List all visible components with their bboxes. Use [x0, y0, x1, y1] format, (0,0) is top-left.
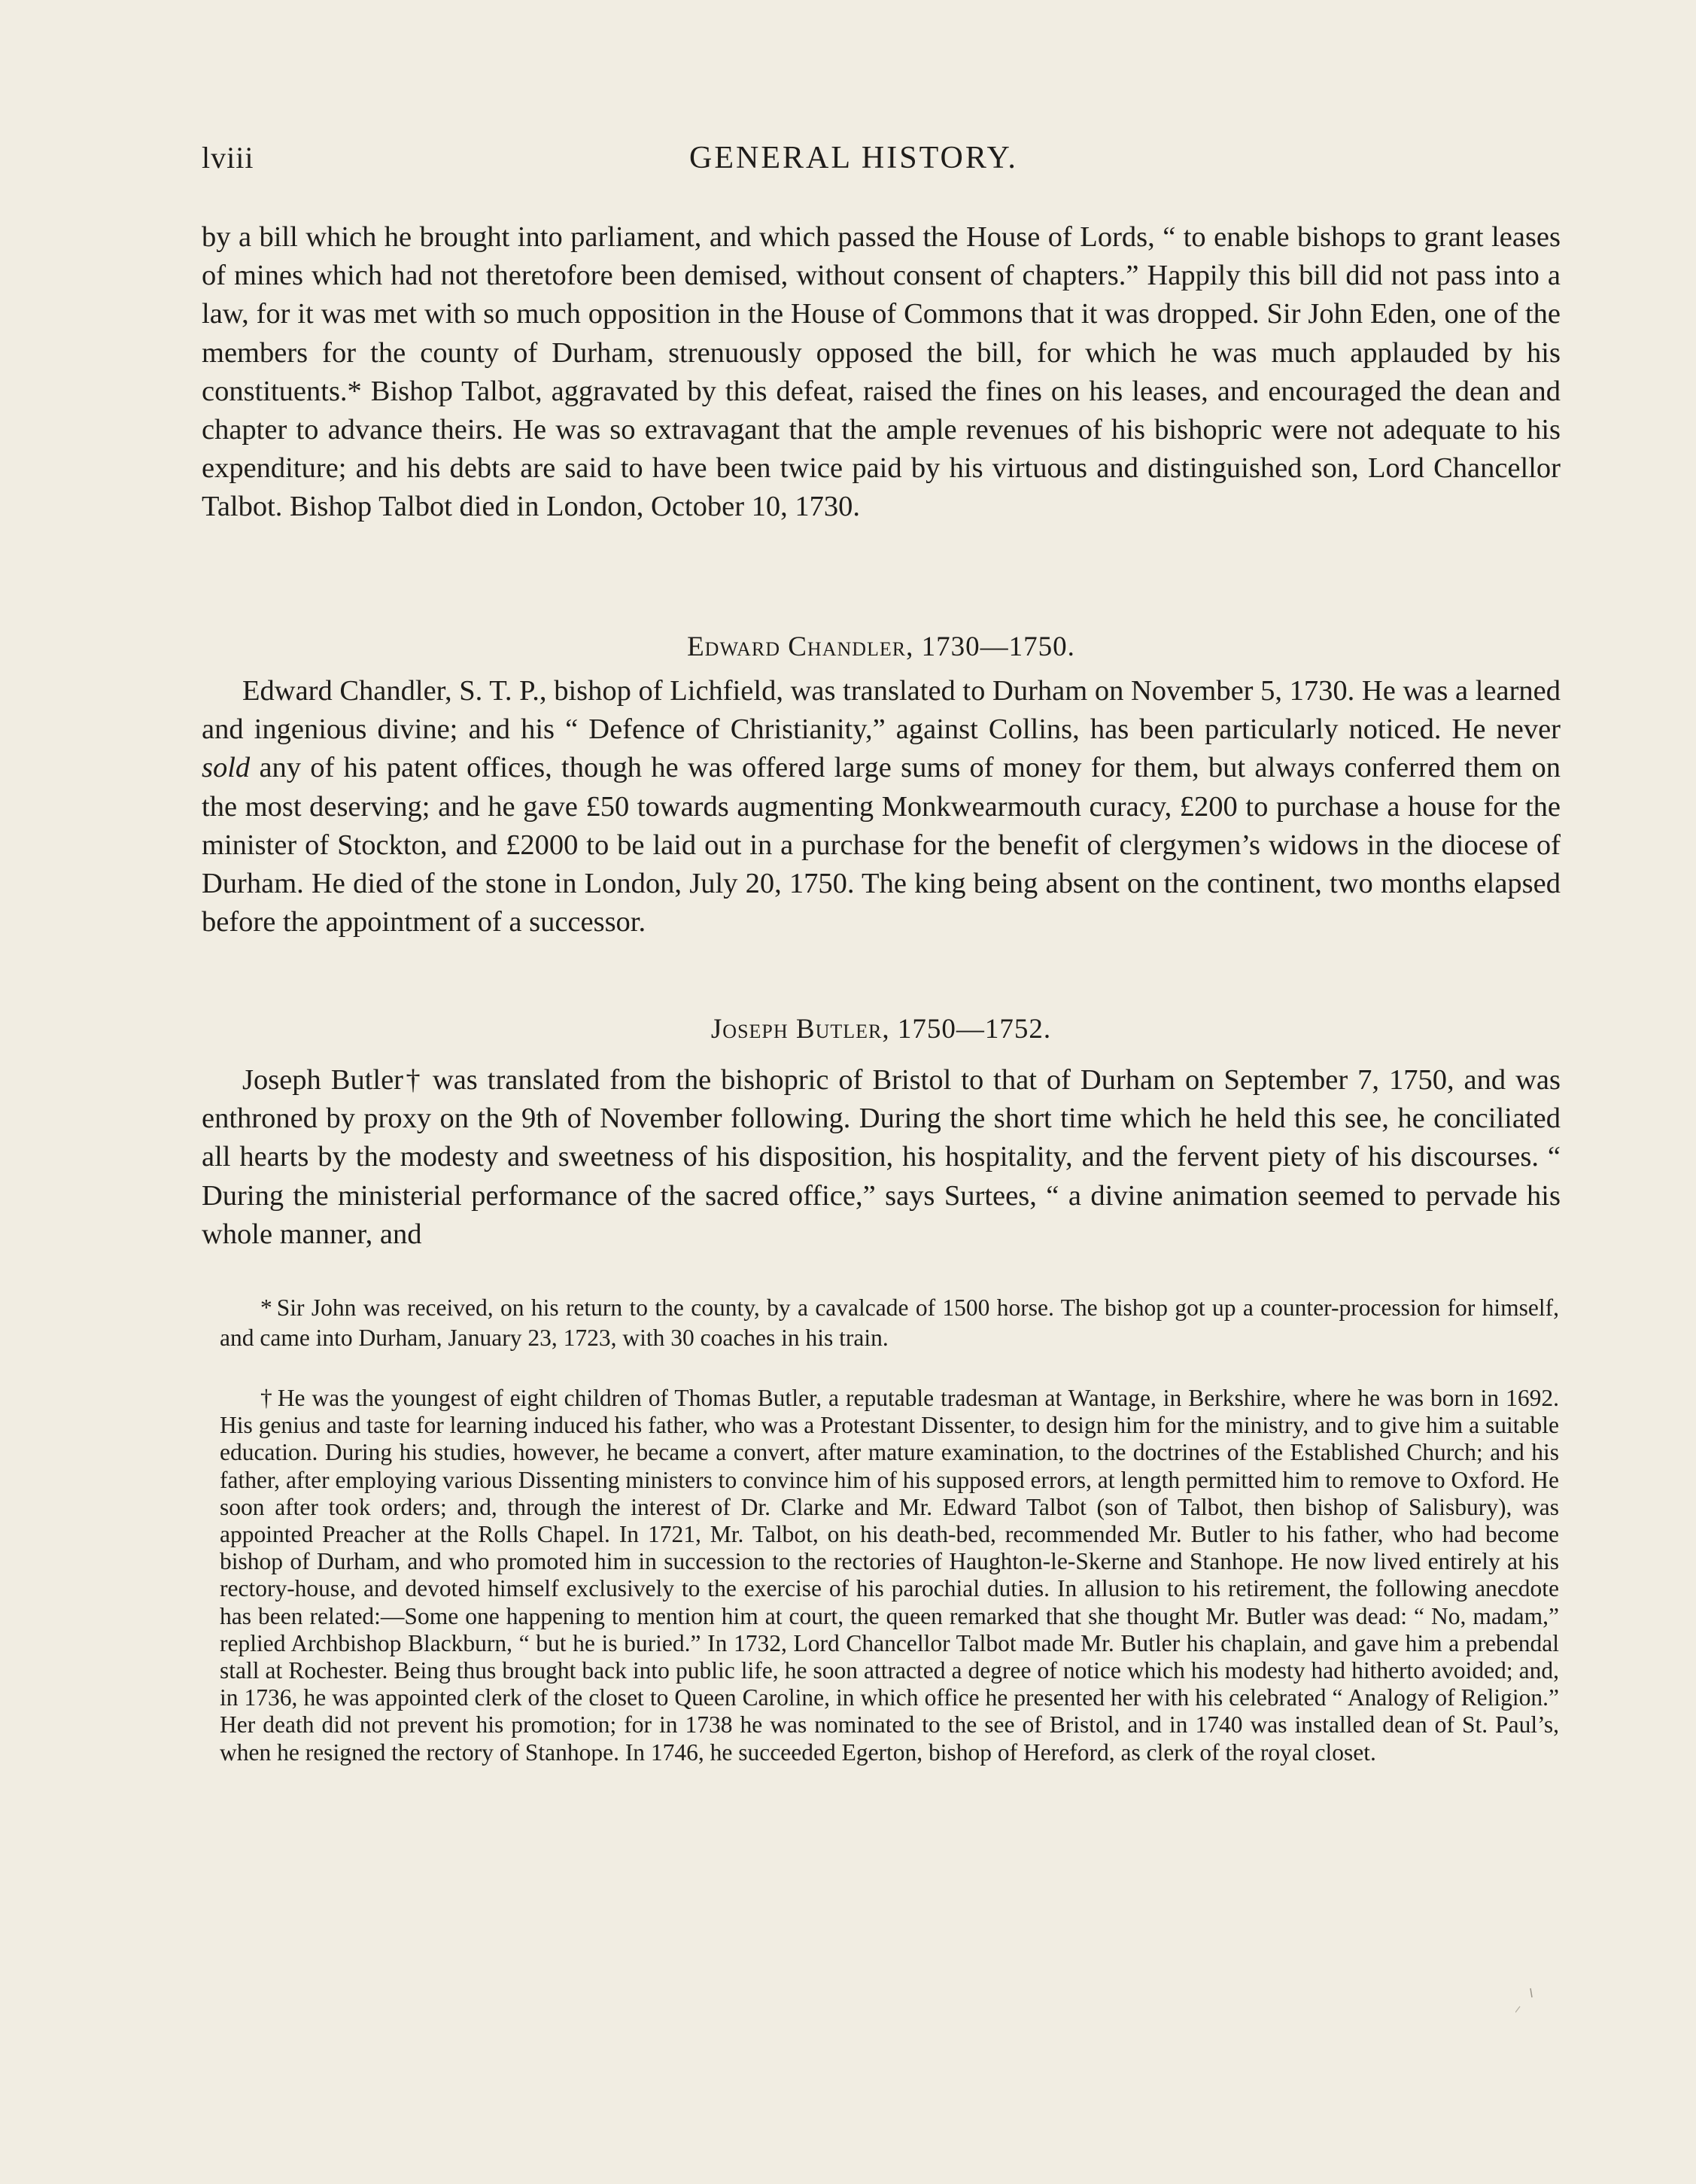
speck-mark [1530, 1988, 1532, 1997]
butler-paragraph: Joseph Butler† was translated from the bishopric of Bristol to that of Durham on September 7, 1750, and was enthroned by proxy on the 9th of November following. During the short time which he held this see, he conciliated all hearts by the modesty and sweetness of his disposition, his hospitality, and the fervent piety of his discourses. “ During the ministerial performance of the sacred office,” says Surtees, “ a divine animation seemed to pervade his whole manner, and [202, 1064, 1561, 1250]
chandler-italic-word: sold [202, 752, 251, 784]
footnote-separator [202, 1270, 1561, 1271]
footnote-dagger [220, 1385, 1559, 1766]
speck-mark [1515, 2006, 1520, 2012]
chandler-paragraph [202, 672, 1561, 941]
footnote-asterisk [220, 1293, 1559, 1353]
section-heading-butler [202, 1013, 1561, 1045]
footnote-mark: † [260, 1385, 273, 1411]
chandler-text-part-2: any of his patent offices, though he was offered large sums of money for them, but always conferred them on the most deserving; and he gave £50 towards augmenting Monkwearmouth curacy, £200 to purchase a house for the minister of Stockton, and £2000 to be laid out in a purchase for the benefit of clergymen’s widows in the diocese of Durham. He died of the stone in London, July 20, 1750. The king being absent on the continent, two months elapsed before the appointment of a successor. [202, 752, 1561, 938]
running-title: GENERAL HISTORY. [689, 141, 1018, 175]
page-number: lviii [202, 141, 254, 175]
running-head [202, 140, 1556, 185]
intro-paragraph: by a bill which he brought into parliament, and which passed the House of Lords, “ to enable bishops to grant leases of mines which had not theretofore been demised, without consent of chapters.” Happily this bill did not pass into a law, for it was met with so much opposition in the House of Commons that it was dropped. Sir John Eden, one of the members for the county of Durham, strenuously opposed the bill, for which he was much applauded by his constituents.* Bishop Talbot, aggravated by this defeat, raised the fines on his leases, and encouraged the dean and chapter to advance theirs. He was so extravagant that the ample revenues of his bishopric were not adequate to his expenditure; and his debts are said to have been twice paid by his virtuous and distinguished son, Lord Chancellor Talbot. Bishop Talbot died in London, October 10, 1730. [202, 221, 1561, 523]
footnote-mark: * [260, 1294, 272, 1321]
heading-name: Edward Chandler, [687, 631, 914, 662]
footnote-text: Sir John was received, on his return to the county, by a cavalcade of 1500 horse. The bishop got up a counter-procession for himself, and came into Durham, January 23, 1723, with 30 coaches in his train. [220, 1294, 1559, 1351]
paper-specks [1515, 1987, 1561, 2017]
chandler-text-part-1: Edward Chandler, S. T. P., bishop of Lichfield, was translated to Durham on November 5, 1730. He was a learned and ingenious divine; and his “ Defence of Christianity,” against Collins, has been particularly noticed. He never [202, 675, 1561, 746]
footnote-text: He was the youngest of eight children of Thomas Butler, a reputable tradesman at Wantage, in Berkshire, where he was born in 1692. His genius and taste for learning induced his father, who was a Protestant Dissenter, to design him for the ministry, and to give him a suitable education. During his studies, however, he became a convert, after mature examination, to the doctrines of the Established Church; and his father, after employing various Dissenting ministers to convince him of his supposed errors, at length permitted him to remove to Oxford. He soon after took orders; and, through the interest of Dr. Clarke and Mr. Edward Talbot (son of Talbot, then bishop of Salisbury), was appointed Preacher at the Rolls Chapel. In 1721, Mr. Talbot, on his death-bed, recommended Mr. Butler to his father, who had become bishop of Durham, and who promoted him in succession to the rectories of Haughton-le-Skerne and Stanhope. He now lived entirely at his rectory-house, and devoted himself exclusively to the exercise of his parochial duties. In allusion to his retirement, the following anecdote has been related:—Some one happening to mention him at court, the queen remarked that she thought Mr. Butler was dead: “ No, madam,” replied Archbishop Blackburn, “ but he is buried.” In 1732, Lord Chancellor Talbot made Mr. Butler his chaplain, and gave him a prebendal stall at Rochester. Being thus brought back into public life, he soon attracted a degree of notice which his modesty had hitherto avoided; and, in 1736, he was appointed clerk of the closet to Queen Caroline, in which office he presented her with his celebrated “ Analogy of Religion.” Her death did not prevent his promotion; for in 1738 he was nominated to the see of Bristol, and in 1740 was installed dean of St. Paul’s, when he resigned the rectory of Stanhope. In 1746, he succeeded Egerton, bishop of Hereford, as clerk of the royal closet. [220, 1385, 1559, 1766]
heading-years: 1730—1750. [921, 631, 1075, 662]
section-heading-chandler [202, 631, 1561, 663]
heading-years: 1750—1752. [897, 1014, 1052, 1045]
heading-name: Joseph Butler, [710, 1014, 890, 1045]
